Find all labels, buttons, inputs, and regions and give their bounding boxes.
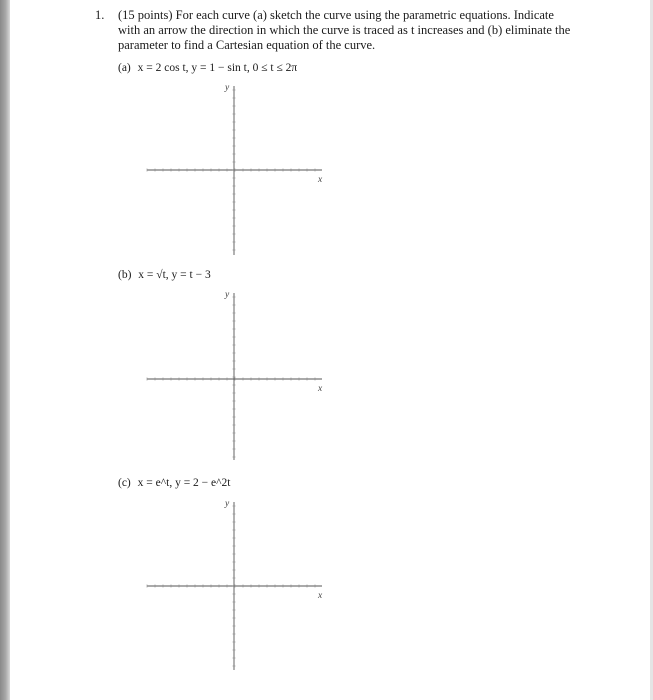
- part-a-label: (a): [118, 62, 131, 74]
- part-b-equation: x = √t, y = t − 3: [138, 269, 211, 281]
- part-c-label: (c): [118, 477, 131, 489]
- x-axis-label-b: x: [318, 384, 323, 394]
- x-axis-label-a: x: [318, 175, 323, 185]
- part-b-label: (b): [118, 269, 132, 281]
- question-line-2: with an arrow the direction in which the curve is traced as t increases and (b) eliminate the: [118, 23, 571, 37]
- graph-b-axes: [147, 290, 323, 460]
- y-axis-label-c: y: [225, 499, 230, 509]
- y-axis-label-b: y: [225, 290, 230, 300]
- y-axis-label-a: y: [225, 83, 230, 93]
- x-axis-label-c: x: [318, 591, 323, 601]
- question-line-3: parameter to find a Cartesian equation of the curve.: [118, 38, 376, 52]
- graph-a-axes: [147, 83, 323, 255]
- graph-c-axes: [147, 499, 323, 670]
- part-c-equation: x = e^t, y = 2 − e^2t: [137, 477, 231, 489]
- question-line-1: (15 points) For each curve (a) sketch the curve using the parametric equations. Indicate: [118, 8, 554, 22]
- part-a-equation: x = 2 cos t, y = 1 − sin t, 0 ≤ t ≤ 2π: [137, 62, 298, 74]
- question-number: 1.: [95, 8, 105, 22]
